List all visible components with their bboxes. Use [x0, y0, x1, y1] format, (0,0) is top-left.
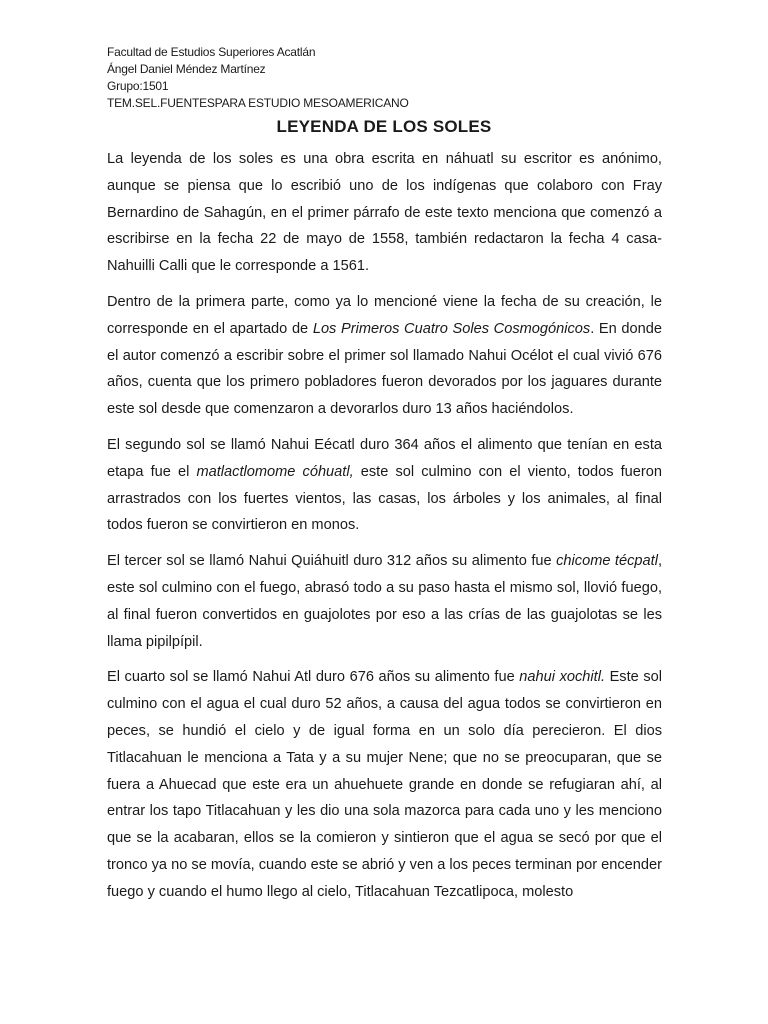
paragraph-text: , este sol culmino con el fuego, abrasó todo a su paso hasta el mismo sol, llovió fuego, al final fueron convertidos en guajolotes por eso a las crías de las guajolotas se les llama pipilpípil.: [107, 553, 662, 650]
paragraph-text: La leyenda de los soles es una obra escrita en náhuatl su escritor es anónimo, aunque se piensa que lo escribió uno de los indígenas que colaboro con Fray Bernardino de Sahagún, en el primer párrafo de este texto menciona que comenzó a escribirse en la fecha 22 de mayo de 1558, también redactaron la fecha 4 casa-Nahuilli Calli que le corresponde a 1561.: [107, 151, 662, 275]
document-title: LEYENDA DE LOS SOLES: [276, 117, 492, 136]
italic-term: nahui xochitl.: [519, 669, 605, 686]
paragraph-1: [107, 146, 662, 280]
italic-term: matlactlomome cóhuatl,: [196, 463, 354, 480]
group-line: Grupo:1501: [107, 79, 169, 93]
paragraph-text: Este sol culmino con el agua el cual duro 52 años, a causa del agua todos se convirtieron en peces, se hundió el cielo y de igual forma en un solo día perecieron. El dios Titlacahuan le menciona a Tata y a su mujer Nene; que no se preocuparan, que se fuera a Ahuecad que este era un ahuehuete grande en donde se refugiaran ahí, al entrar los tapo Titlacahuan y les dio una sola mazorca para cada uno y les menciono que se la acabaran, ellos se la comieron y sintieron que el agua se secó por que el tronco ya no se movía, cuando este se abrió y ven a los peces terminan por encender fuego y cuando el humo llego al cielo, Titlacahuan Tezcatlipoca, molesto: [107, 669, 662, 900]
author-line: Ángel Daniel Méndez Martínez: [107, 62, 266, 76]
course-line: TEM.SEL.FUENTESPARA ESTUDIO MESOAMERICANO: [107, 96, 409, 110]
paragraph-4: [107, 548, 662, 655]
paragraph-2: [107, 289, 662, 423]
paragraph-text: Dentro de la primera parte, como ya lo mencioné viene la fecha de su creación, le corresponde en el apartado de: [107, 293, 662, 337]
paragraph-text: . En donde el autor comenzó a escribir sobre el primer sol llamado Nahui Océlot el cual vivió 676 años, cuenta que los primero pobladores fueron devorados por los jaguares durante este sol desde que comenzaron a devorarlos duro 13 años haciéndolos.: [107, 320, 662, 418]
italic-term: chicome técpatl: [556, 553, 658, 570]
paragraph-text: El tercer sol se llamó Nahui Quiáhuitl duro 312 años su alimento fue: [107, 553, 557, 570]
document-body: [107, 146, 662, 915]
institution-line: Facultad de Estudios Superiores Acatlán: [107, 45, 316, 59]
italic-term: Los Primeros Cuatro Soles Cosmogónicos: [312, 320, 591, 337]
paragraph-5: [107, 664, 662, 905]
paragraph-text: El cuarto sol se llamó Nahui Atl duro 676 años su alimento fue: [107, 669, 520, 686]
document-header: [107, 44, 409, 112]
paragraph-text: este sol culmino con el viento, todos fueron arrastrados con los fuertes vientos, las casas, los árboles y los animales, al final todos fueron se convirtieron en monos.: [107, 463, 662, 534]
paragraph-text: El segundo sol se llamó Nahui Eécatl duro 364 años el alimento que tenían en esta etapa fue el: [107, 436, 662, 480]
paragraph-3: [107, 432, 662, 539]
